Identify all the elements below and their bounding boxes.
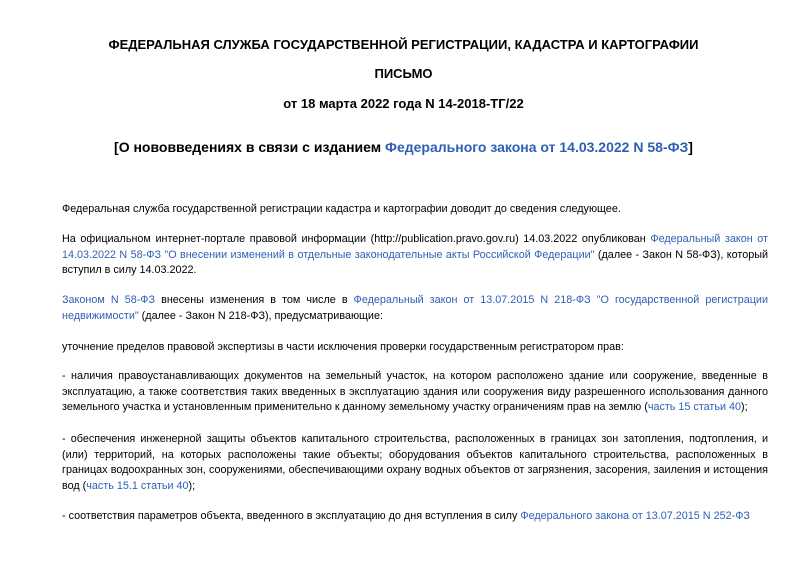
subject-prefix: [О нововведениях в связи с изданием xyxy=(114,139,386,155)
document-date: от 18 марта 2022 года N 14-2018-ТГ/22 xyxy=(283,96,524,111)
p6-text-b: ); xyxy=(188,479,196,492)
paragraph-changes xyxy=(62,293,768,324)
law-58fz-short-link[interactable]: Законом N 58-ФЗ xyxy=(62,294,156,306)
paragraph-clarification: уточнение пределов правовой экспертизы в части исключения проверки государственным регистратором прав: xyxy=(62,341,624,353)
p2-text-a: На официальном интернет-портале правовой информации (http://publication.pravo.gov.ru) 14.03.2022 опубликован xyxy=(62,233,651,245)
law-58fz-link[interactable]: Федеральный закон от 14.03.2022 N 58-ФЗ "О внесении изменений в отдельные законодательные акты Российской Федерации" xyxy=(62,233,769,261)
paragraph-item-parameters xyxy=(62,509,768,525)
p3-text-b: (далее - Закон N 218-ФЗ), предусматривающие: xyxy=(138,309,383,322)
p6-text-a: - обеспечения инженерной защиты объектов капитального строительства, расположенных в границах зон затопления, подтопления, и (или) территорий, на которых расположены такие объекты; оборудования объектов капитального строительства, расположенных в границах водоохранных зон, сооружениями, обеспечивающими охрану водных объектов от загрязнения, засорения, заиления и истощения вод ( xyxy=(62,433,768,492)
p7-text-a: - соответствия параметров объекта, введенного в эксплуатацию до дня вступления в силу xyxy=(62,510,521,522)
law-252fz-link[interactable]: Федерального закона от 13.07.2015 N 252-ФЗ xyxy=(520,510,750,522)
paragraph-item-documents xyxy=(62,369,768,416)
paragraph-item-protection xyxy=(62,432,768,494)
document-type: ПИСЬМО xyxy=(374,66,433,81)
p2-text-b: (далее - Закон N 58-ФЗ), который вступил в силу 14.03.2022. xyxy=(62,248,769,276)
subject-law-link[interactable]: Федерального закона от 14.03.2022 N 58-ФЗ xyxy=(385,139,689,155)
article-40-part-15-1-link[interactable]: часть 15.1 статьи 40 xyxy=(86,479,189,492)
article-40-part-15-link[interactable]: часть 15 статьи 40 xyxy=(647,401,742,413)
agency-title: ФЕДЕРАЛЬНАЯ СЛУЖБА ГОСУДАРСТВЕННОЙ РЕГИСТРАЦИИ, КАДАСТРА И КАРТОГРАФИИ xyxy=(108,37,699,52)
paragraph-publication xyxy=(62,232,768,279)
paragraph-intro: Федеральная служба государственной регистрации кадастра и картографии доводит до сведения следующее. xyxy=(62,203,621,215)
subject-suffix: ] xyxy=(688,139,693,155)
p3-text-a: внесены изменения в том числе в xyxy=(155,294,354,306)
document-subject xyxy=(0,139,807,155)
law-218fz-link[interactable]: Федеральный закон от 13.07.2015 N 218-ФЗ "О государственной регистрации недвижимости" xyxy=(62,294,768,322)
p5-text-b: ); xyxy=(741,401,748,413)
p5-text-a: - наличия правоустанавливающих документов на земельный участок, на котором расположено здание или сооружение, введенные в эксплуатацию, а также соответствия таких введенных в эксплуатацию здания или сооружения виду разрешенного использования данного земельного участка и установленным применительно к данному земельному участку ограничениям прав на землю ( xyxy=(62,370,768,413)
